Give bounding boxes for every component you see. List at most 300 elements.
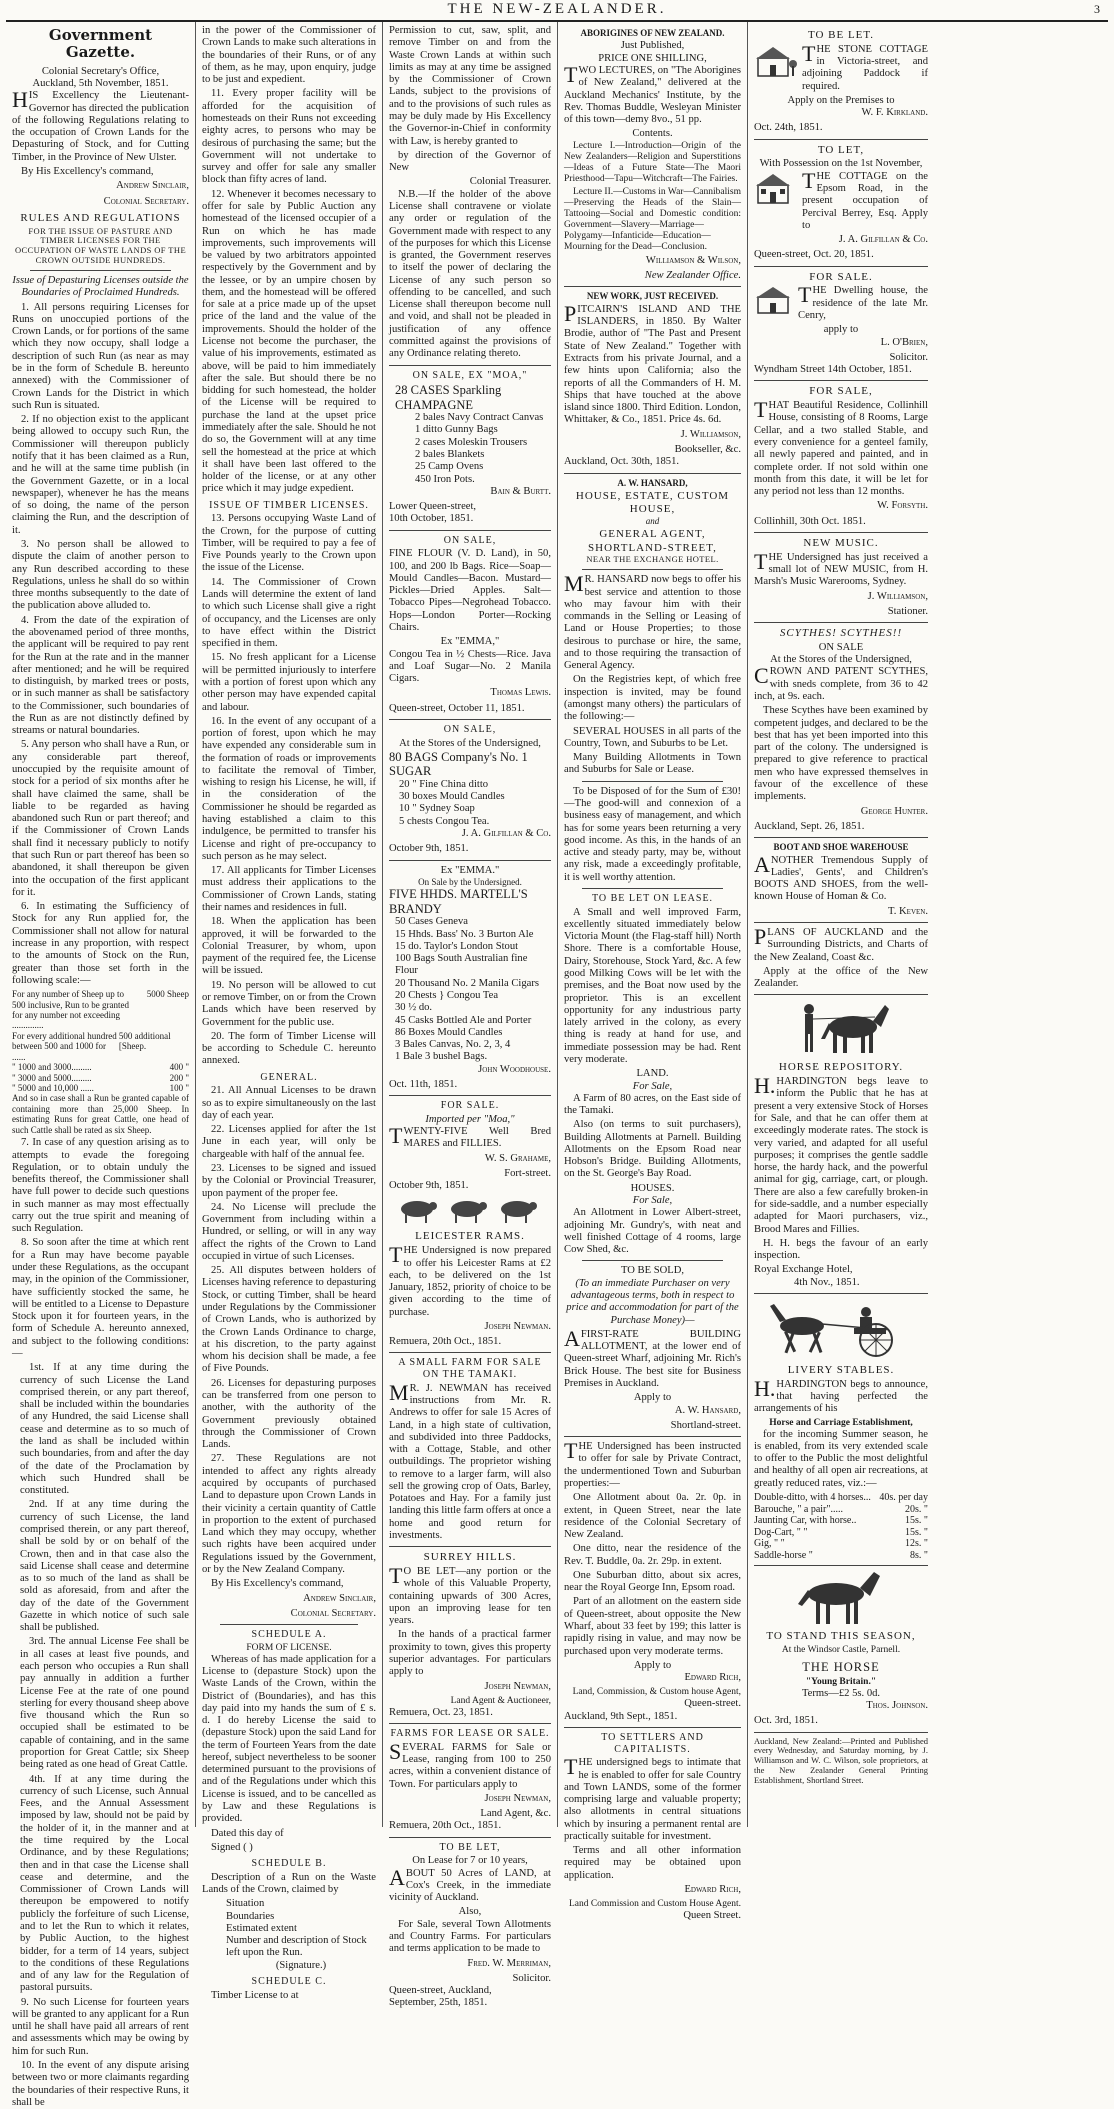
regulation-14: 14. The Commissioner of Crown Lands will determine the extent of land to which such License shall give a right of occupancy, and the Licenses are only to have effect within the District specified in them.: [202, 576, 376, 650]
settlers-text: THE undersigned begs to intimate that he is enabled to offer for sale Country and Town LANDS, some of the former comprising large and valuable property; also allotments in central situations which by insuring a permanent rental are practically suitable for investment.: [564, 1754, 741, 1842]
scythes-at: At the Stores of the Undersigned,: [770, 654, 912, 666]
horse-text-2: H. H. begs the favour of an early inspection.: [754, 1237, 928, 1262]
emma2-signature: John Woodhouse.: [478, 1063, 551, 1075]
schedule-c-heading: SCHEDULE C.: [251, 1976, 327, 1988]
sold-signature: A. W. Hansard,: [674, 1404, 741, 1416]
regulation-8: 8. So soon after the time at which rent for a Run may have become payable under these Regulations, as the occupant may, in the opinion of the Commissioner, have sufficiently stocked the same, he will be entitled to a License to Depasture Stock upon it for fourteen years, in the form of Schedule A. hereunto annexed, and subject to the following conditions:—: [12, 1237, 189, 1359]
signer-title: Colonial Secretary.: [290, 1607, 376, 1619]
stand-date: Oct. 3rd, 1851.: [754, 1715, 818, 1727]
sheep-icon: [501, 1201, 537, 1223]
regulation-20: 20. The form of Timber License will be according to Schedule C. hereunto annexed.: [202, 1030, 376, 1067]
sugar-signature: J. A. Gilfillan & Co.: [461, 827, 551, 839]
cottage-icon: [754, 171, 798, 205]
list-item: 50 Cases Geneva: [395, 916, 468, 928]
cottage-icon: [754, 44, 798, 78]
farms-title: Land Agent, &c.: [480, 1808, 551, 1820]
list-item: 2 bales Navy Contract Canvas: [415, 412, 544, 424]
rates-table: [754, 1492, 928, 1562]
condition-3rd: 3rd. The annual License Fee shall be in all cases at least five pounds, and each person who occupies a Run shall pay annually in addition a further License Fee at the rate of one pound sterling for every thousand sheep above five thousand which the Run so occupied shall be estimated to be capable of containing, and in the same proportion for Great Cattle; six Sheep being rated as one head of Great Cattle.: [20, 1636, 189, 1771]
nb-note: N.B.—If the holder of the above License shall contravene or violate any order or regulation of the Government made with respect to any of the purposes for which this License is granted, the Government reserves to itself the power of declaring the License of any such person so offending to be cancelled, and such License shall thereupon become null and void, and shall not be pleaded in justification of any offence committed against the provisions of any Ordinance relating thereto.: [389, 188, 551, 360]
mares-sub: Imported per "Moa,": [425, 1113, 515, 1125]
land-for: For Sale,: [632, 1080, 673, 1092]
regulation-9: 9. No such License for fourteen years will be granted to any applicant for a Run until he shall have paid all arrears of rent and assessments which may be owing by him for such Run.: [12, 1996, 189, 2057]
divider: [564, 286, 741, 287]
music-text: THE Undersigned has just received a small lot of NEW MUSIC, from H. Marsh's Music Warerooms, Sydney.: [754, 548, 928, 588]
sheep-icon: [401, 1201, 437, 1223]
lease-heading: TO BE LET ON LEASE.: [591, 892, 714, 904]
lecture-1: Lecture I.—Introduction—Origin of the New Zealanders—Religion and Superstitions—Ideas of a Future State—The Maori Priesthood—Tapu—Witchcraft—The Fairies.: [564, 140, 741, 184]
condition-2nd: 2nd. If at any time during the currency of such License, the land comprised therein, or any part thereof, shall be sold by or on behalf of the Crown, then and in that case also the said License shall cease and determine as to so much of the land as shall be sold as aforesaid, from and after the day of the date of the Government Gazette in which notice of such sale shall be published.: [20, 1499, 189, 1634]
regulation-17: 17. All applicants for Timber Licenses must address their applications to the Commissioner of Crown Lands, stating their names and residences in full.: [202, 865, 376, 913]
rams-heading: LEICESTER RAMS.: [415, 1230, 525, 1243]
scythes-text-2: These Scythes have been examined by competent judges, and declared to be the best that has yet been imported into this part of the colony. The undersigned is prepared to give reference to practical men who have expressed themselves in favour of the excellence of these implements.: [754, 705, 928, 803]
column-5: [748, 22, 934, 1827]
sale1-text: THE Dwelling house, the residence of the late Mr. Cenry,: [798, 282, 928, 322]
new-work-signature: J. Williamson,: [680, 428, 741, 440]
divider: [389, 1723, 551, 1724]
command-line: By His Excellency's command,: [211, 1578, 344, 1590]
intro-paragraph: HIS Excellency the Lieutenant-Governor has directed the publication of the following Regulations relating to the occupation of Crown Lands for the Depasturing of Stock, and for Cutting Timber, in the Province of New Ulster.: [12, 87, 189, 163]
farms-heading: FARMS FOR LEASE OR SALE.: [390, 1728, 550, 1740]
surrey-text-2: In the hands of a practical farmer proximity to town, gives this property superior advantages. For particulars apply to: [389, 1629, 551, 1678]
scale-right-2: 500 additional [Sheep.: [118, 1030, 171, 1052]
land-text-2: Also (on terms to suit purchasers), Building Allotments at Parnell. Building Allotments on the Epsom Road near Hobson's Bridge. Building Allotments, on the St. George's Bay Road.: [564, 1119, 741, 1180]
list-item: Situation: [226, 1898, 265, 1910]
regulation-10: 10. In the event of any dispute arising between two or more claimants regarding the boundaries of their respective Runs, it shall be: [12, 2060, 189, 2108]
settlers-text-2: Terms and all other information required may be obtained upon application.: [564, 1845, 741, 1881]
divider: [754, 380, 928, 381]
mares-text: TWENTY-FIVE Well Bred MARES and FILLIES.: [389, 1123, 551, 1150]
schedule-b-heading: SCHEDULE B.: [251, 1858, 327, 1870]
scale-row: " 3000 and 5000......... 200 ": [12, 1072, 189, 1083]
contents-heading: Contents.: [632, 128, 673, 140]
settlers-heading: TO SETTLERS AND CAPITALISTS.: [601, 1732, 704, 1755]
emma2-sub: On Sale by the Undersigned.: [418, 876, 522, 887]
rules-subheading: FOR THE ISSUE OF PASTURE AND TIMBER LICENSES FOR THE OCCUPATION OF WASTE LANDS OF THE CROWN OUTSIDE HUNDREDS.: [14, 225, 187, 266]
horse-icon: [786, 1570, 896, 1626]
let1-block: [754, 40, 928, 95]
stand-horse: THE HORSE: [802, 1660, 880, 1675]
scythes-sale: ON SALE: [818, 641, 864, 653]
aborigines-heading: ABORIGINES OF NEW ZEALAND.: [580, 28, 725, 38]
signed-line: Signed ( ): [211, 1841, 253, 1853]
regulation-13: 13. Persons occupying Waste Land of the Crown, for the purpose of cutting Timber, will be required to pay a fee of Five Pounds yearly to the Crown upon the issue of the License.: [202, 513, 376, 574]
let2-block: [754, 167, 928, 234]
divider: [564, 1727, 741, 1728]
list-item: 1 Bale 3 bushel Bags.: [395, 1051, 488, 1063]
divider: [754, 1565, 928, 1566]
divider: [754, 1293, 928, 1294]
settlers-title: Land Commission and Custom House Agent.: [568, 1899, 741, 1910]
sale1-heading: FOR SALE.: [809, 270, 873, 283]
gazette-title: Government Gazette.: [48, 26, 153, 62]
list-item: 1 ditto Gunny Bags: [415, 424, 498, 436]
aborigines-signature: Williamson & Wilson,: [645, 254, 741, 266]
table-row: Barouche, " a pair"..... 20s. ": [754, 1503, 928, 1515]
sale1-signature: L. O'Brien,: [880, 336, 928, 348]
divider: [754, 266, 928, 267]
regulation-26: 26. Licenses for depasturing purposes can be transferred from one person to another, with the authority of the Government previously obtained through the Commissioner of Crown Lands.: [202, 1377, 376, 1451]
aborigines-published: Just Published,: [620, 40, 685, 52]
cox-date: September, 25th, 1851.: [389, 1997, 488, 2009]
divider: [754, 922, 928, 923]
divider: [754, 532, 928, 533]
stand-at: At the Windsor Castle, Parnell.: [781, 1645, 901, 1656]
emma2-date: Oct. 11th, 1851.: [389, 1078, 458, 1090]
horse-date: 4th Nov., 1851.: [794, 1276, 860, 1288]
aborigines-text: TWO LECTURES, on "The Aborigines of New Zealand," delivered at the Auckland Mechanics' Institute, by the Rev. Thomas Buddle, Wesleyan Minister of this town—demy 8vo., 51 pp.: [564, 62, 741, 126]
page-number: 3: [1094, 2, 1100, 16]
hansard-many: Many Building Allotments in Town and Suburbs for Sale or Lease.: [564, 752, 741, 776]
list-item: 450 Iron Pots.: [415, 473, 475, 485]
list-item: 15 Hhds. Bass' No. 3 Burton Ale: [395, 928, 534, 940]
hansard-sub-2: GENERAL AGENT,: [599, 527, 706, 540]
regulation-7: 7. In case of any question arising as to attempts to evade the foregoing Regulation, or to obtain unduly the benefits thereof, the Commissioner shall have full power to decide such questions in such manner as may most effectually carry out the true spirit and meaning of such Regulation.: [12, 1137, 189, 1235]
divider: [582, 569, 723, 570]
rich-item-3: One Suburban ditto, about six acres, near the Royal George Inn, Epsom road.: [564, 1569, 741, 1594]
livery-text: H.HARDINGTON begs to announce, that having perfected the arrangements of his: [754, 1375, 928, 1415]
regulation-6: 6. In estimating the Sufficiency of Stock for any Run applied for, the Commissioner shall not allow for natural increase in any proportion, with respect to the amounts of Stock on the Run, greater than those set forth in the following scale:—: [12, 901, 189, 986]
land-text: A Farm of 80 acres, on the East side of the Tamaki.: [564, 1092, 741, 1117]
rich-street: Queen-street.: [684, 1698, 741, 1710]
columns: [6, 22, 1108, 2108]
rich-item-4: Part of an allotment on the eastern side of Queen-street, about opposite the New Wharf, about 33 feet by 199; this latter is rapidly rising in value, and may now be purchased upon very moderate terms.: [564, 1596, 741, 1657]
let2-text: THE COTTAGE on the Epsom Road, in the present occupation of Percival Berrey, Esq. Apply to: [802, 167, 928, 231]
cox-address: Queen-street, Auckland,: [389, 1985, 492, 1997]
hansard-near: NEAR THE EXCHANGE HOTEL.: [586, 554, 719, 565]
mares-address: Fort-street.: [504, 1167, 551, 1179]
surrey-heading: SURREY HILLS.: [423, 1551, 517, 1564]
rams-date: Remuera, 20th Oct., 1851.: [389, 1336, 502, 1348]
sugar-date: October 9th, 1851.: [389, 843, 469, 855]
command-line: By His Excellency's command,: [21, 166, 154, 178]
farms-date: Remuera, 20th Oct., 1851.: [389, 1820, 502, 1832]
condition-4th: 4th. If at any time during the currency of such License, such Annual Fees, and the Annual Assessment imposed by law, should not be paid by the holder of it, in the manner and at the time required by the Local Ordinance, and by these Regulations; then and in that case the License shall cease and determine, and the Commissioner of Crown Lands will thereupon be empowered to notify publicly the forfeiture of such License, and to let the Run to which it relates, by Public Auction, to the highest bidder, for a term of 14 years, subject to the conditions of these Regulations and of any law for the Regulation of pastoral pursuits.: [20, 1773, 189, 1994]
office-line: Colonial Secretary's Office,: [41, 65, 160, 77]
schedule-a-heading: SCHEDULE A.: [251, 1629, 327, 1641]
hansard-heading: A. W. HANSARD,: [617, 477, 688, 488]
form-license-heading: FORM OF LICENSE.: [246, 1642, 332, 1653]
horse-and-gig-icon: [766, 1298, 916, 1360]
divider: [389, 1095, 551, 1096]
moa-date: 10th October, 1851.: [389, 513, 474, 525]
let2-date: Queen-street, Oct. 20, 1851.: [754, 249, 874, 261]
rams-signature: Joseph Newman.: [484, 1320, 551, 1332]
list-item: Boundaries: [226, 1910, 275, 1922]
list-item: 28 CASES Sparkling CHAMPAGNE: [395, 383, 502, 412]
cox-heading: TO BE LET,: [439, 1841, 501, 1853]
scythes-date: Auckland, Sept. 26, 1851.: [754, 820, 865, 832]
stand-signature: Thos. Johnson.: [866, 1700, 928, 1712]
livery-text-2: for the incoming Summer season, he is enabled, from its very extended scale to offer to the Public the most delightful and healthy of all open air recreations, at greatly reduced rates, viz.:—: [754, 1428, 928, 1489]
lecture-2: Lecture II.—Customs in War—Cannibalism—Preserving the Heads of the Slain—Tattooing—Social and Domestic condition: Government—Slavery—Marriage—Polygamy—Infanticide—Education—Mourning for the Dead—Conclusion.: [564, 186, 741, 252]
divider: [389, 719, 551, 720]
column-2: [196, 22, 383, 2001]
let1-text: THE STONE COTTAGE in Victoria-street, and adjoining Paddock if required.: [802, 40, 928, 92]
regulation-25: 25. All disputes between holders of Licenses having reference to depasturing Stock, or cutting Timber, shall be heard under Regulations by the Commissioner of Crown Lands, who is authorized by the Crown Lands Ordinance to charge, at his discretion, to the party against whom his decision shall be made, a fee of Five Pounds.: [202, 1265, 376, 1375]
music-title: Stationer.: [887, 605, 928, 617]
emma-address: Queen-street, October 11, 1851.: [389, 702, 525, 714]
scale-right-1: 5000 Sheep: [146, 989, 189, 1000]
divider: [754, 622, 928, 623]
let2-signature: J. A. Gilfillan & Co.: [838, 234, 928, 246]
man-with-horse-icon: [791, 999, 891, 1057]
column-1: [6, 22, 196, 2108]
sold-street: Shortland-street.: [670, 1419, 741, 1431]
aborigines-price: PRICE ONE SHILLING,: [598, 52, 707, 64]
cox-sub: On Lease for 7 or 10 years,: [412, 1855, 528, 1867]
regulation-2: 2. If no objection exist to the applicant being allowed to occupy such Run, the Commissioner will thereupon publicly notify that it has been claimed as a Run, and he will at the same time publish (in the Government Gazette, or in a local newspaper), whenever he has the means of so doing, the name of the person claiming the Run, and the description of it.: [12, 414, 189, 536]
sugar-intro: At the Stores of the Undersigned,: [399, 737, 541, 749]
regulation-22: 22. Licenses applied for after the 1st June in each year, will only be chargeable with half of the annual fee.: [202, 1124, 376, 1160]
section-title: Issue of Depasturing Licenses outside the Boundaries of Proclaimed Hundreds.: [12, 275, 189, 299]
regulation-1: 1. All persons requiring Licenses for Runs on unoccupied portions of the Crown Lands, or for portions of the same which they now occupy, shall lodge a description of such Run (as near as may be in the form of Schedule B. hereunto annexed) with the Commissioner of Crown Lands for the District in which such Run is situated.: [12, 301, 189, 411]
rich-title: Land, Commission, & Custom house Agent,: [572, 1687, 741, 1698]
farms-signature: Joseph Newman,: [484, 1792, 551, 1804]
tamaki-heading: A SMALL FARM FOR SALE ON THE TAMAKI.: [398, 1357, 542, 1381]
boot-text: ANOTHER Tremendous Supply of Ladies', Gents', and Children's BOOTS AND SHOES, from the well-known House of Homan & Co.: [754, 851, 928, 903]
list-item: 5 chests Congou Tea.: [399, 815, 490, 827]
table-row: Gig, " " 12s. ": [754, 1538, 928, 1550]
list-item: 10 " Sydney Soap: [399, 803, 475, 815]
schedule-b-items: [202, 1898, 376, 1972]
sale2-heading: FOR SALE,: [809, 385, 873, 398]
stand-terms: Terms—£2 5s. 0d.: [801, 1687, 881, 1699]
divider: [389, 1546, 551, 1547]
divider: [389, 860, 551, 861]
sugar-list: [389, 750, 551, 828]
house-icon: [754, 285, 794, 315]
surrey-signature: Joseph Newman,: [484, 1680, 551, 1692]
sale2-text: THAT Beautiful Residence, Collinhill House, consisting of 8 Rooms, Large Cellar, and a two stalled Stable, and every convenience for a genteel family, all newly papered and painted, and in complete order. If not sold within one month from this date, it will be let for any period not less than 12 months.: [754, 397, 928, 498]
tamaki-text: MR. J. NEWMAN has received instructions from Mr. R. Andrews to offer for sale 15 Acres of Land, in a high state of cultivation, and subdivided into three Paddocks, with a Cottage, Stable, and other outbuildings. The proprietor wishing to remove to a larger farm, will also sell the growing crop of Oats, Barley, Potatoes and Hay. For a family just landing this little farm offers at once a home and good return for investments.: [389, 1379, 551, 1542]
timber-license-line: Timber License to at: [211, 1989, 299, 2001]
list-item: 86 Boxes Mould Candles: [395, 1026, 503, 1038]
let2-heading: TO LET,: [817, 143, 865, 156]
disposed-text: To be Disposed of for the Sum of £30!—The good-will and connexion of a business easy of management, and which has for some years been returning a very good income. As this, in the hands of an active and steady party, may be, without any risk, made a exceedingly profitable, it is well worthy attention.: [564, 785, 741, 883]
let1-signature: W. F. Kirkland.: [861, 107, 928, 119]
sheep-icon: [451, 1201, 487, 1223]
moa-address: Lower Queen-street,: [389, 501, 477, 513]
table-row: Dog-Cart, " " 15s. ": [754, 1526, 928, 1538]
regulation-12: 12. Whenever it becomes necessary to offer for sale by Public Auction any homestead of the licensed occupier of a Run on which he has made improvements, such improvements will be valued by two arbitrators appointed respectively by the Government and by the lessee, or by an umpire chosen by them, and the homestead will be offered for sale at a price made up of the upset price of the land and the value of the improvements. Should the holder of the License not become the purchaser, the value of his improvements, estimated as above, will be paid to him immediately after the sale. But should there be no bidding for such homestead, the holder of the License will be required to purchase the land at the upset price immediately after the sale. Should he not do so, the Government will at any time sell the homestead at the price at which it shall have been last offered to the holder of the license, or at any other price which it may judge expedient.: [202, 188, 376, 495]
sold-heading: TO BE SOLD,: [620, 1265, 685, 1277]
general-heading: GENERAL.: [260, 1071, 318, 1083]
mares-heading: FOR SALE.: [440, 1100, 500, 1112]
regulation-19: 19. No person will be allowed to cut or remove Timber, on or from the Crown Lands which have been reserved by Government for the public use.: [202, 979, 376, 1028]
list-item: 2 cases Moleskin Trousers: [415, 436, 528, 448]
divider: [220, 1624, 358, 1625]
list-item: 2 bales Blankets: [415, 449, 485, 461]
scale-note: And so in case shall a Run be granted capable of containing more than 25,000 Sheep. In estimating Runs for great Cattle, one head of such Cattle shall be rated as six Sheep.: [12, 1093, 189, 1135]
divider: [582, 781, 723, 782]
let1-heading: TO BE LET.: [807, 29, 875, 41]
moa-list: [389, 383, 551, 486]
regulation-21: 21. All Annual Licenses to be drawn so as to expire simultaneously on the last day of each year.: [202, 1085, 376, 1121]
settlers-street: Queen Street.: [683, 1910, 741, 1922]
aborigines-office: New Zealander Office.: [644, 270, 741, 282]
sold-apply: Apply to: [633, 1392, 672, 1404]
table-row: Double-ditto, with 4 horses... 40s. per day: [754, 1491, 928, 1503]
emma-text: Congou Tea in ½ Chests—Rice. Java and Loaf Sugar—No. 2 Manila Cigars.: [389, 648, 551, 685]
list-item: FIVE HHDS. MARTELL'S BRANDY: [389, 887, 528, 916]
continued-text: in the power of the Commissioner of Crown Lands to make such alterations in the boundaries of their Runs, or of any of them, as he may, upon enquiry, judge to be just and expedient.: [202, 25, 376, 86]
date-line: Auckland, 5th November, 1851.: [32, 78, 169, 90]
emma2-list: [389, 887, 551, 1063]
regulation-18: 18. When the application has been approved, it will be forwarded to the Colonial Treasurer, by whom, upon payment of the required fee, the License will be issued.: [202, 916, 376, 977]
let2-sub: With Possession on the 1st November,: [759, 158, 923, 170]
horse-text: H.HARDINGTON begs leave to inform the Public that he has at present a very extensive Stock of Horses for Sale, and that he can offer them at exceedingly moderate rates. The stock is very varied, and adapted for all useful purposes; it comprises the gentle saddle horse, the hardy hack, and the powerful animal for gig, carriage, cart, or plough. There are also a few carefully broken-in for side-saddle, and a number especially adapted for Maori purchasers, viz., Brood Mares and Fillies.: [754, 1073, 928, 1235]
list-item: 25 Camp Ovens: [415, 461, 484, 473]
mares-signature: W. S. Grahame,: [484, 1152, 551, 1164]
sale1-apply: apply to: [823, 324, 859, 336]
signer: Andrew Sinclair,: [303, 1592, 376, 1604]
cox-title: Solicitor.: [512, 1972, 551, 1984]
emma2-heading: Ex "EMMA.": [440, 864, 500, 876]
divider: [389, 1837, 551, 1838]
scythes-signature: George Hunter.: [860, 805, 928, 817]
divider: [754, 1732, 928, 1733]
cox-text-2: For Sale, several Town Allotments and Country Farms. For particulars and terms application to be made to: [389, 1918, 551, 1955]
divider: [754, 994, 928, 995]
sale2-date: Collinhill, 30th Oct. 1851.: [754, 515, 866, 527]
list-item: (Signature.): [275, 1959, 327, 1971]
surrey-title: Land Agent & Auctioneer,: [450, 1695, 551, 1706]
rich-date: Auckland, 9th Sept., 1851.: [564, 1710, 678, 1722]
schedule-b-text: Description of a Run on the Waste Lands of the Crown, claimed by: [202, 1871, 376, 1896]
boot-signature: T. Keven.: [888, 905, 928, 917]
treasurer: Colonial Treasurer.: [469, 176, 551, 188]
divider: [582, 1260, 723, 1261]
scale-left-1: For any number of Sheep up to 500 inclusive, Run to be granted for any number not exceeding ..............: [12, 989, 129, 1031]
scale-row: " 1000 and 3000......... 400 ": [12, 1062, 189, 1073]
regulation-27: 27. These Regulations are not intended to affect any rights already acquired by occupants of purchased Land to depasture upon Crown Lands in their vicinity a certain quantity of Cattle in proportion to the extent of purchased Land which they may occupy, whether such rights have been acquired under Regulations issued by the Government, or by the New Zealand Company.: [202, 1453, 376, 1575]
rams-text: THE Undersigned is now prepared to offer his Leicester Rams at £2 each, to be delivered on the 1st January, 1852, priority of choice to be given according to the time of purchase.: [389, 1242, 551, 1318]
timber-heading: ISSUE OF TIMBER LICENSES.: [209, 499, 369, 511]
list-item: 100 Bags South Australian fine Flour: [395, 953, 528, 977]
divider: [754, 837, 928, 838]
new-work-date: Auckland, Oct. 30th, 1851.: [564, 456, 680, 468]
cox-text: ABOUT 50 Acres of LAND, at Cox's Creek, in the immediate vicinity of Auckland.: [389, 1864, 551, 1904]
regulation-3: 3. No person shall be allowed to dispute the claim of another person to any Run described according to these Regulations, unless he shall do so within three months subsequently to the date of the publication above alluded to.: [12, 538, 189, 612]
list-item: 20 " Fine China ditto: [399, 778, 489, 790]
livery-illustration: [754, 1298, 928, 1360]
cox-also: Also,: [458, 1906, 482, 1918]
sale1-block: [754, 282, 928, 324]
divider: [389, 530, 551, 531]
plans-text-2: Apply at the office of the New Zealander.: [754, 965, 928, 990]
stock-scale: [12, 989, 189, 1093]
horse-address: Royal Exchange Hotel,: [754, 1264, 853, 1276]
sale1-date: Wyndham Street 14th October, 1851.: [754, 364, 912, 376]
land-heading: LAND.: [636, 1068, 669, 1080]
list-item: 20 Thousand No. 2 Manila Cigars: [395, 977, 539, 989]
divider: [582, 888, 723, 889]
regulation-15: 15. No fresh applicant for a License will be permitted injuriously to interfere with a portion of forest upon which any other person may have expended capital and labour.: [202, 652, 376, 713]
livery-heading: LIVERY STABLES.: [787, 1363, 895, 1376]
surrey-date: Remuera, Oct. 23, 1851.: [389, 1706, 493, 1718]
scale-left-2: For every additional hundred between 500 and 1000 for ......: [12, 1030, 117, 1062]
flour-text: FINE FLOUR (V. D. Land), in 50, 100, and 200 lb Bags. Rice—Soap—Mould Candles—Bacon. Mustard—Pickles—Dried Apples. Salt—Tobacco Pipes—Negrohead Tobacco. Hops—London Porter—Rocking Chairs.: [389, 548, 551, 633]
divider: [754, 139, 928, 140]
rich-item-2: One ditto, near the residence of the Rev. T. Buddle, 0a. 2r. 29p. in extent.: [564, 1543, 741, 1567]
list-item: 20 Chests } Congou Tea: [395, 989, 499, 1001]
new-work-text: PITCAIRN'S ISLAND AND THE ISLANDERS, in 1850. By Walter Brodie, author of "The Past and Present State of New Zealand." Together with Extracts from his private Journal, and a few hints upon California; also the reports of all the Commanders of H. M. Ships that have touched at the above island since 1800. Third Edition. London, Whittaker, & Co., 1851. Price 4s. 6d.: [564, 300, 741, 426]
boot-heading: BOOT AND SHOE WAREHOUSE: [773, 842, 909, 853]
column-3: [383, 22, 558, 2009]
column-4: [558, 22, 748, 1922]
list-item: 30 boxes Mould Candles: [399, 791, 505, 803]
rules-heading: RULES AND REGULATIONS: [20, 211, 181, 224]
plans-text: PLANS OF AUCKLAND and the Surrounding Districts, and Charts of the New Zealand, Coast &c.: [754, 923, 928, 963]
hansard-sub: HOUSE, ESTATE, CUSTOM HOUSE,: [575, 489, 730, 515]
regulation-24: 24. No License will preclude the Government from including within a Hundred, or selling, or will in any way affect the rights of the Crown to Land occupied in virtue of such Licenses.: [202, 1201, 376, 1262]
flour-heading: ON SALE,: [443, 534, 497, 546]
stallion-illustration: [754, 1570, 928, 1626]
let1-date: Oct. 24th, 1851.: [754, 122, 823, 134]
stand-name: "Young Britain.": [805, 1676, 877, 1687]
stand-heading: TO STAND THIS SEASON,: [766, 1630, 916, 1643]
rich-signature: Edward Rich,: [684, 1672, 741, 1684]
let1-apply: Apply on the Premises to: [787, 94, 895, 106]
regulation-11: 11. Every proper facility will be afforded for the acquisition of homesteads on their Runs not exceeding eighty acres, to persons who may be desirous of purchasing the same; but the Government will not undertake to survey and offer for sale any smaller block than fifty acres of land.: [202, 88, 376, 186]
masthead-title: THE NEW-ZEALANDER.: [447, 1, 667, 18]
sale1-title: Solicitor.: [889, 351, 928, 363]
music-heading: NEW MUSIC.: [803, 537, 879, 549]
hansard-text-2: On the Registries kept, of which free inspection is invited, may be found (amongst many others) the particulars of the following:—: [564, 674, 741, 723]
lease-text: A Small and well improved Farm, excellently situated immediately below Victoria Mount (the Flag-staff hill) North Shore. There is a comfortable House, Dairy, Storehouse, Stock Yard, &c. A few good Milking Cows will be let with the premises, and the Boat now used by the proprietor. This is an excellent opportunity for any industrious party lately arrived in the colony, as every thing is ready at hand for use, and immediate possession may be had. Rent very moderate.: [564, 906, 741, 1065]
list-item: 45 Casks Bottled Ale and Porter: [395, 1014, 532, 1026]
condition-1st: 1st. If at any time during the currency of such License the Land comprised therein, or any part thereof, shall be included within the boundaries of any Hundred, the said License shall cease and determine as to so much of the land as shall be included within such boundaries, from and after the day of the date of the Proclamation by which such Hundred shall be constituted.: [20, 1362, 189, 1497]
list-item: Number and description of Stock left upon the Run.: [226, 1935, 367, 1959]
new-work-title: Bookseller, &c.: [674, 443, 741, 455]
sale2-signature: W. Forsyth.: [877, 500, 928, 512]
list-item: 80 BAGS Company's No. 1 SUGAR: [389, 749, 528, 779]
rich-item-1: One Allotment about 0a. 2r. 0p. in extent, in Queen Street, near the late residence of the Colonial Secretary of New Zealand.: [564, 1492, 741, 1541]
table-row: Jaunting Car, with horse.. 15s. ": [754, 1515, 928, 1527]
divider: [389, 365, 551, 366]
list-item: 30 ½ do.: [395, 1002, 433, 1014]
list-item: 3 Bales Canvas, No. 2, 3, 4: [395, 1039, 511, 1051]
rich-text: THE Undersigned has been instructed to offer for sale by Private Contract, the undermentioned Town and Suburban properties:—: [564, 1438, 741, 1489]
imprint: Auckland, New Zealand:—Printed and Published every Wednesday, and Saturday morning, by J. Williamson and W. C. Wilson, sole proprietors, at the New Zealander General Printing Establishment, Shortland Street.: [754, 1735, 928, 1786]
farms-text: SEVERAL FARMS for Sale or Lease, ranging from 100 to 250 acres, within a convenient distance of Town. For particulars apply to: [389, 1738, 551, 1790]
emma-heading: Ex "EMMA,": [440, 636, 500, 648]
scale-row: " 5000 and 10,000 ...... 100 ": [12, 1083, 189, 1094]
list-item: 15 do. Taylor's London Stout: [395, 940, 519, 952]
regulation-5: 5. Any person who shall have a Run, or any considerable part thereof, unoccupied by the requisite amount of stock for a period of six months after he shall have claimed the same, shall be liable to be regarded as having abandoned such Run or part thereof; and if the Commissioner of Crown Lands shall find it necessary publicly to notify that such Run or part thereof has been so abandoned, it shall thereupon be given into the occupation of the first applicant for it.: [12, 739, 189, 898]
hansard-and: and: [645, 516, 660, 527]
masthead: [6, 0, 1108, 22]
by-direction: by direction of the Governor of New: [389, 149, 551, 174]
regulation-23: 23. Licenses to be signed and issued by the Colonial or Provincial Treasurer, upon payment of the proper fee.: [202, 1162, 376, 1199]
dated-line: Dated this day of: [211, 1827, 284, 1839]
sold-terms: (To an immediate Purchaser on very advantageous terms, both in respect to price and accommodation for part of the Purchase Money)—: [566, 1277, 739, 1326]
new-work-heading: NEW WORK, JUST RECEIVED.: [586, 291, 719, 302]
continued-text: Permission to cut, saw, split, and remove Timber on and from the Waste Crown Lands at within such limits as may at any time be assigned by the Commissioner of Crown Lands, subject to the provisions of and to the provisions of such rules as may be duly made by His Excellency the Governor-in-Chief in conformity with Law, is hereby granted to: [389, 25, 551, 147]
divider: [564, 1436, 741, 1437]
emma-signature: Thomas Lewis.: [490, 687, 551, 699]
hansard-text: MR. HANSARD now begs to offer his best service and attention to those who may favour him with their commands in the Selling or Leasing of Land or House Properties; to those desirous to purchase or hire, the same, and to those requiring the transaction of General Agency.: [564, 571, 741, 672]
livery-bold: Horse and Carriage Establishment,: [769, 1417, 913, 1428]
hansard-street: SHORTLAND-STREET,: [588, 541, 717, 554]
sold-text: AFIRST-RATE BUILDING ALLOTMENT, at the lower end of Queen-street Wharf, adjoining Mr. Rich's Brick House. The best site for Business Premises in Auckland.: [564, 1325, 741, 1389]
hansard-several: SEVERAL HOUSES in all parts of the Country, Town, and Suburbs to be Let.: [564, 725, 741, 749]
sugar-heading: ON SALE,: [443, 723, 497, 735]
horse-repository-illustration: [754, 999, 928, 1057]
houses-heading: HOUSES.: [630, 1182, 675, 1194]
regulation-16: 16. In the event of any occupant of a portion of forest, upon which he may have expended any considerable sum in the formation of roads or improvements to facilitate the removal of Timber, wishing to resign his License, he will, if in the consideration of the Commissioner he should be regarded as having established a claim to this indulgence, be permitted to transfer his License and right of pre-occupancy to such person as he may select.: [202, 715, 376, 862]
